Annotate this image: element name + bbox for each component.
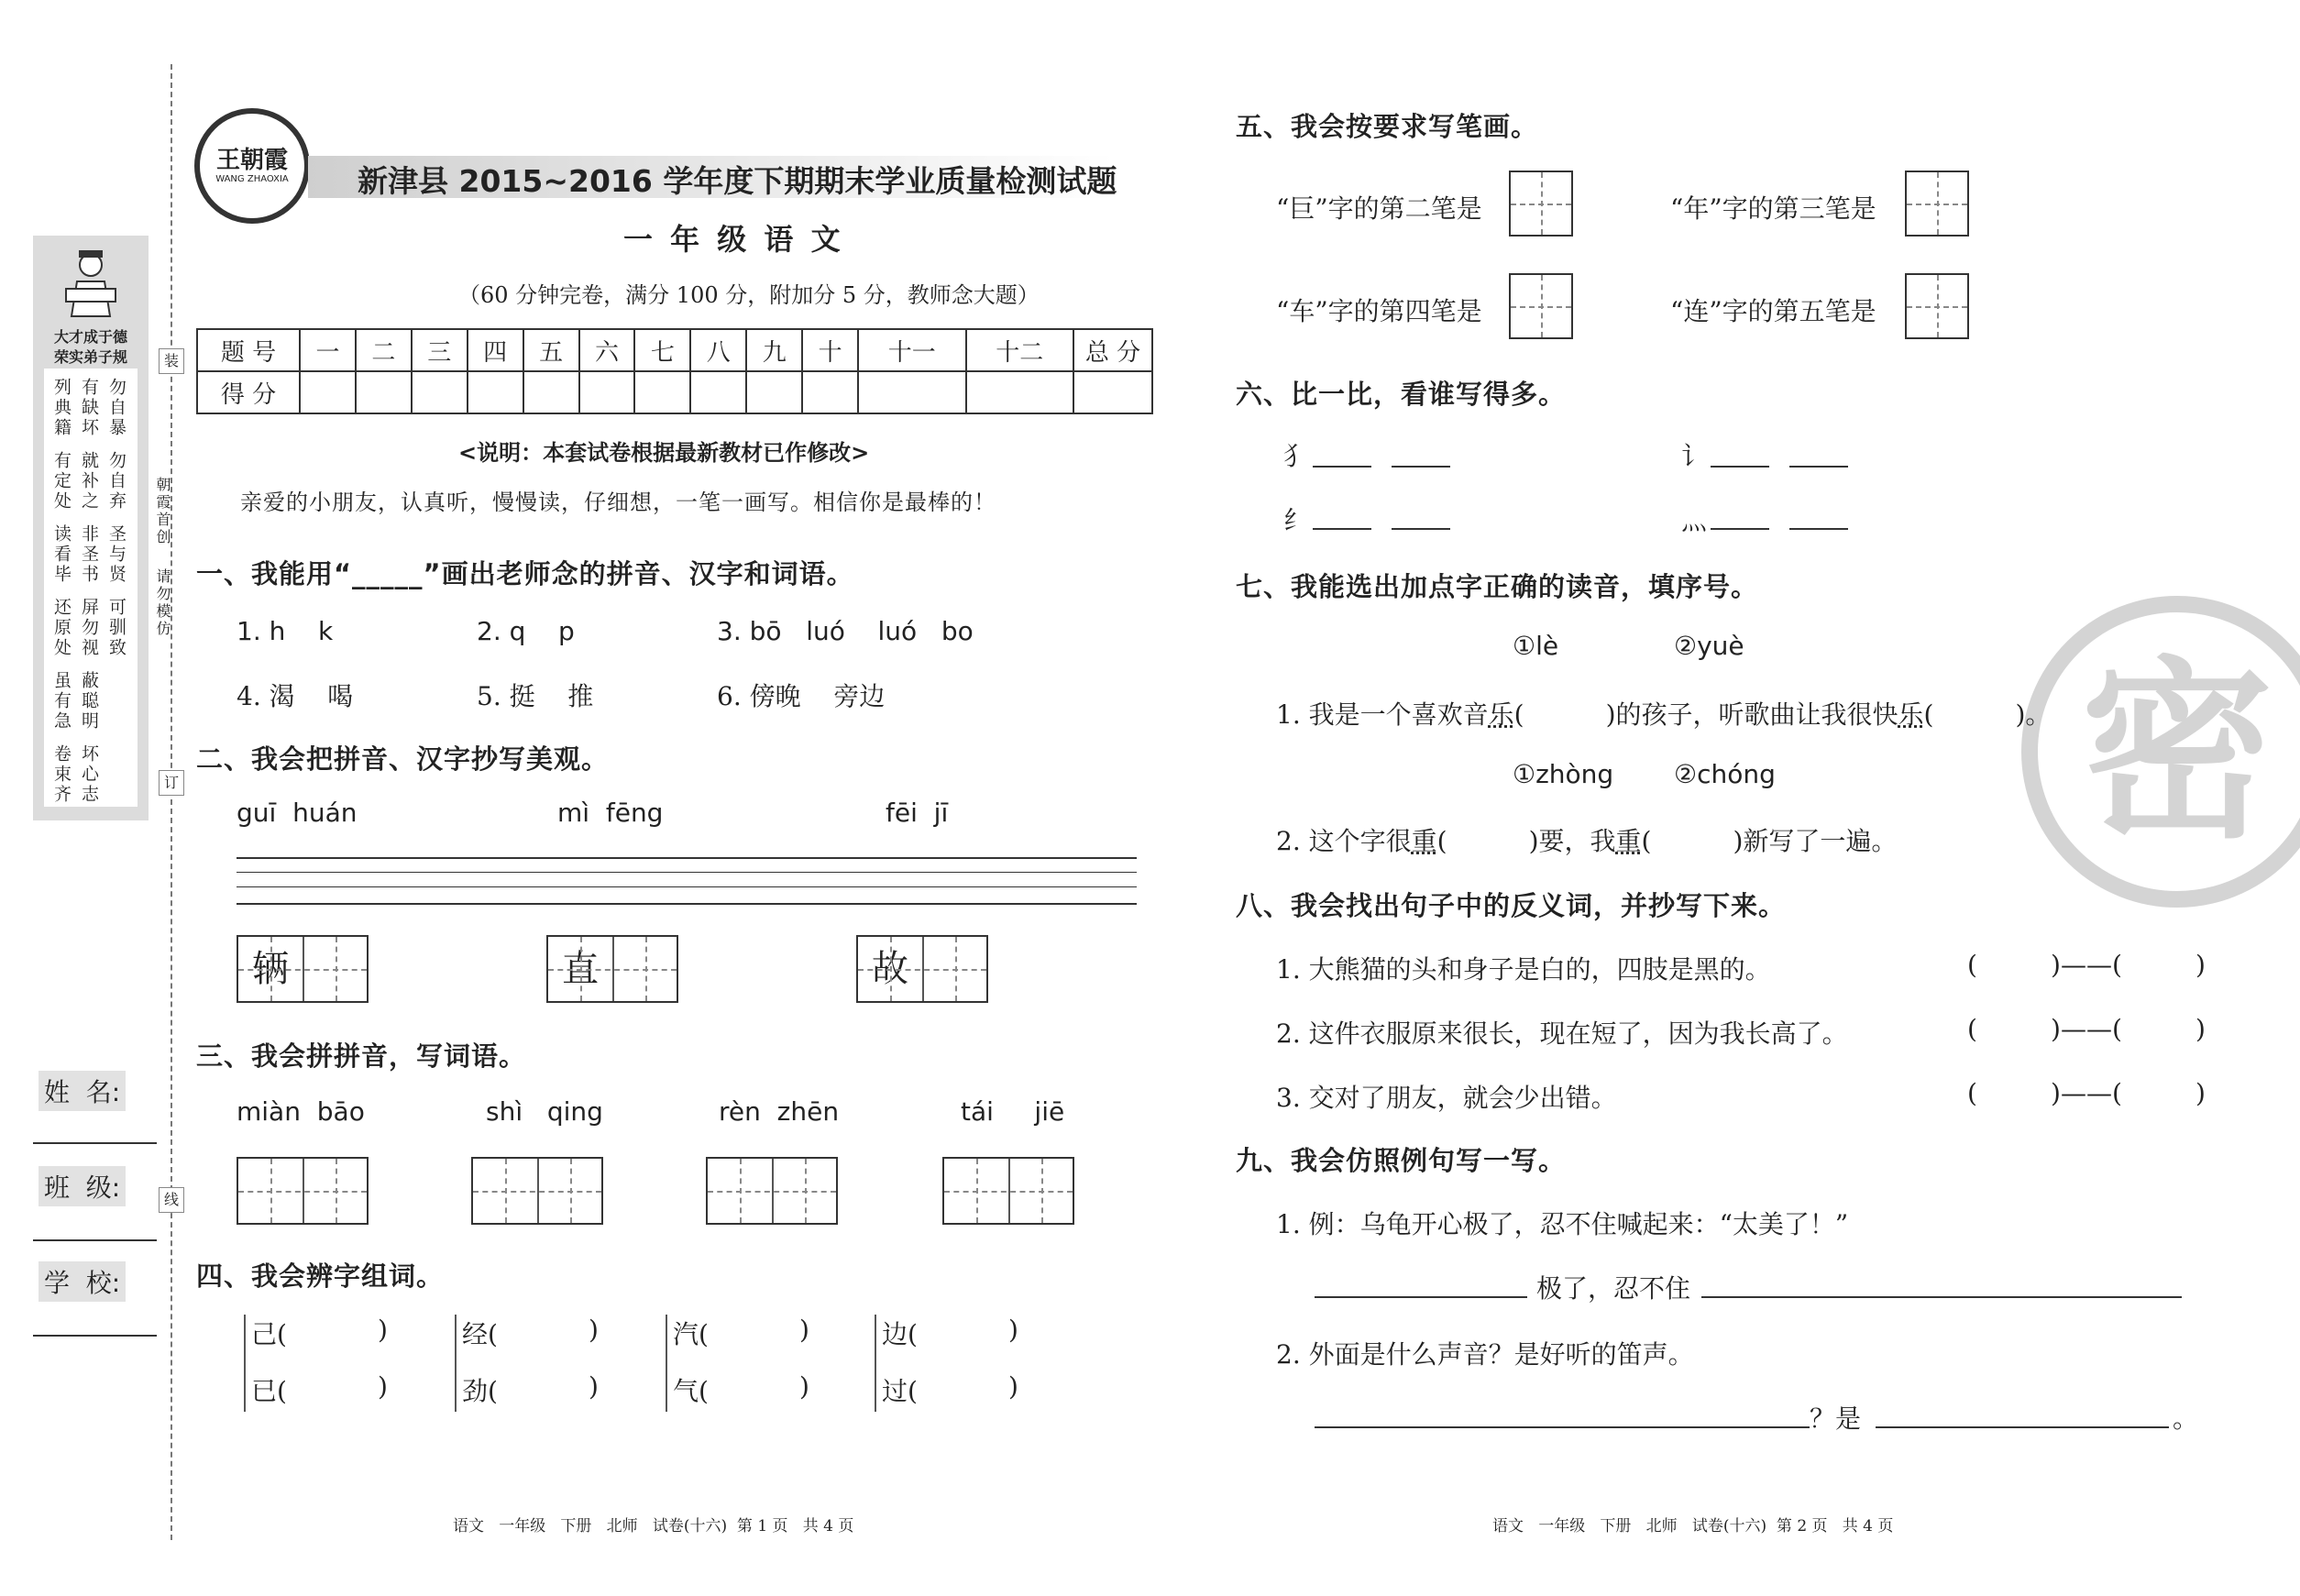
q6-radical-1: 犭 <box>1283 441 1310 471</box>
q3-title: 三、我会拼拼音，写词语。 <box>196 1040 527 1072</box>
rule-col: 卷束齐 <box>51 744 72 805</box>
score-cell[interactable] <box>468 371 523 413</box>
q6-radical-3: 纟 <box>1283 505 1310 535</box>
q6-blank[interactable] <box>1711 528 1769 530</box>
q3-pinyin-4: tái jiē <box>961 1096 1065 1127</box>
score-header-cell: 一 <box>300 329 356 371</box>
q7-option: ①zhòng <box>1513 759 1614 789</box>
q2-char-3: 故 <box>872 948 908 990</box>
side-motto-2: 荣实弟子规 <box>53 348 127 366</box>
q1-item-2: 2. q p <box>477 616 575 646</box>
rule-col: 勿自暴 <box>106 378 127 438</box>
q8-item-2: 2. 这件衣服原来很长，现在短了，因为我长高了。 <box>1276 1018 1848 1049</box>
q1-item-3: 3. bō luó luó bo <box>717 616 974 646</box>
bind-tag-zhuang: 装 <box>159 348 184 374</box>
q7-s1-part: ( )的孩子，听歌曲让我很快 <box>1513 699 1898 730</box>
rule-col: 还原处 <box>51 598 72 658</box>
q4-word-4b: 过( <box>882 1376 918 1406</box>
q2-title: 二、我会把拼音、汉字抄写美观。 <box>196 743 610 775</box>
binding-note-2: 请勿模仿 <box>154 568 171 638</box>
bind-tag-ding: 订 <box>159 770 184 796</box>
score-row-label: 得 分 <box>197 371 300 413</box>
q5-box-4[interactable] <box>1905 273 1969 339</box>
score-cell[interactable] <box>966 371 1074 413</box>
exam-subject: 一 年 级 语 文 <box>623 222 844 257</box>
q7-s1-part: ( )。 <box>1923 699 2052 730</box>
rule-col: 虽有急 <box>51 671 72 732</box>
q4-group-4 <box>875 1315 1040 1415</box>
binding-note-1: 朝霞首创 <box>154 477 171 546</box>
side-panel <box>33 236 149 820</box>
confidential-seal <box>2021 596 2300 908</box>
score-cell[interactable] <box>356 371 412 413</box>
q6-radical-4: 灬 <box>1681 505 1708 535</box>
q7-s1-part: 1. 我是一个喜欢音 <box>1276 699 1489 730</box>
q6-radical-2: 讠 <box>1681 441 1708 471</box>
q4-title: 四、我会辨字组词。 <box>196 1260 445 1292</box>
q8-title: 八、我会找出句子中的反义词，并抄写下来。 <box>1236 890 1787 921</box>
q4-close: ) <box>589 1315 599 1345</box>
q8-answer-pair[interactable]: ( )——( ) <box>1967 1014 2206 1044</box>
score-cell[interactable] <box>412 371 468 413</box>
rule-col: 可驯致 <box>106 598 127 658</box>
score-cell[interactable] <box>690 371 746 413</box>
q3-grid-2[interactable] <box>471 1157 603 1225</box>
score-table <box>196 328 1153 414</box>
score-cell[interactable] <box>802 371 858 413</box>
q4-close: ) <box>1008 1371 1018 1402</box>
side-rules-box <box>44 369 138 807</box>
q5-box-2[interactable] <box>1905 171 1969 237</box>
q8-answer-pair[interactable]: ( )——( ) <box>1967 1078 2206 1108</box>
rule-col: 读看毕 <box>51 524 72 585</box>
q7-s2-part: ( )要，我 <box>1436 826 1616 856</box>
q7-title: 七、我能选出加点字正确的读音，填序号。 <box>1236 571 1759 602</box>
name-label: 姓 名: <box>39 1071 126 1111</box>
q9-blank[interactable] <box>1701 1296 2182 1298</box>
q9-example-2: 2. 外面是什么声音？是好听的笛声。 <box>1276 1339 1694 1370</box>
binding-dashed-line <box>171 64 172 1540</box>
q4-close: ) <box>378 1315 388 1345</box>
q9-example-1: 1. 例：乌龟开心极了，忍不住喊起来：“太美了！” <box>1276 1209 1849 1239</box>
class-label: 班 级: <box>39 1166 126 1206</box>
explanation-note: <说明：本套试卷根据最新教材已作修改> <box>458 440 870 466</box>
q1-item-1: 1. h k <box>237 616 334 646</box>
q4-word-2b: 劲( <box>462 1376 498 1406</box>
q3-grid-1[interactable] <box>237 1157 369 1225</box>
q7-dotted-char: 重 <box>1615 826 1642 856</box>
score-cell[interactable] <box>634 371 690 413</box>
q7-option: ②chóng <box>1674 759 1776 789</box>
q1-item-5: 5. 挺 推 <box>477 681 594 711</box>
score-header-cell: 九 <box>746 329 802 371</box>
q6-blank[interactable] <box>1392 528 1450 530</box>
rule-col: 有定处 <box>51 451 72 512</box>
exam-title: 新津县 2015~2016 学年度下期期末学业质量检测试题 <box>358 163 1117 199</box>
q9-blank[interactable] <box>1876 1426 2169 1428</box>
rule-col: 圣与贤 <box>106 524 127 585</box>
q7-option: ①lè <box>1513 631 1559 661</box>
q2-pinyin-3: fēi jī <box>886 798 949 828</box>
q5-item-1: “巨”字的第二笔是 <box>1276 193 1482 224</box>
q4-word-3a: 汽( <box>673 1319 709 1349</box>
q2-pinyin-2: mì fēng <box>557 798 664 828</box>
score-header-cell: 七 <box>634 329 690 371</box>
rule-col: 有缺坏 <box>79 378 99 438</box>
q5-item-4: “连”字的第五笔是 <box>1670 296 1876 326</box>
score-header-cell: 六 <box>579 329 635 371</box>
q9-fill1-mid: 极了，忍不住 <box>1536 1273 1691 1304</box>
score-header-cell: 八 <box>690 329 746 371</box>
q7-s2-part: ( )新写了一遍。 <box>1641 826 1898 856</box>
rule-col: 就补之 <box>79 451 99 512</box>
score-cell[interactable] <box>1073 371 1152 413</box>
school-field[interactable] <box>33 1335 157 1337</box>
scholar-figure <box>59 245 123 318</box>
q3-grid-3[interactable] <box>706 1157 838 1225</box>
q7-s2-part: 2. 这个字很 <box>1276 826 1412 856</box>
footer-left: 语文 一年级 下册 北师 试卷(十六) 第 1 页 共 4 页 <box>453 1517 854 1535</box>
q5-title: 五、我会按要求写笔画。 <box>1236 111 1539 142</box>
q2-char-2: 直 <box>562 948 599 990</box>
footer-right: 语文 一年级 下册 北师 试卷(十六) 第 2 页 共 4 页 <box>1492 1517 1894 1535</box>
q7-dotted-char: 重 <box>1411 826 1437 856</box>
rule-col: 勿自弃 <box>106 451 127 512</box>
q4-word-1a: 己( <box>251 1319 287 1349</box>
q2-grid-2[interactable] <box>546 935 678 1003</box>
score-header-cell: 二 <box>356 329 412 371</box>
q4-close: ) <box>799 1315 809 1345</box>
rule-col: 坏心志 <box>79 744 99 805</box>
q9-blank[interactable] <box>1315 1426 1810 1428</box>
score-cell[interactable] <box>858 371 965 413</box>
school-label: 学 校: <box>39 1261 126 1302</box>
q6-title: 六、比一比，看谁写得多。 <box>1236 379 1567 410</box>
q1-title: 一、我能用“_____”画出老师念的拼音、汉字和词语。 <box>196 558 854 589</box>
q4-close: ) <box>799 1371 809 1402</box>
rule-col: 列典籍 <box>51 378 72 438</box>
q8-answer-pair[interactable]: ( )——( ) <box>1967 950 2206 980</box>
q6-blank[interactable] <box>1392 466 1450 468</box>
rule-col: 非圣书 <box>79 524 99 585</box>
q9-blank[interactable] <box>1315 1296 1527 1298</box>
q7-dotted-char: 乐 <box>1898 699 1924 730</box>
q4-word-3b: 气( <box>673 1376 709 1406</box>
greeting-text: 亲爱的小朋友，认真听，慢慢读，仔细想，一笔一画写。相信你是最棒的！ <box>240 490 996 515</box>
seal-char: 密 <box>2080 638 2273 864</box>
q2-grid-1[interactable] <box>237 935 369 1003</box>
score-cell[interactable] <box>523 371 579 413</box>
q7-sentence-2 <box>1276 821 1897 858</box>
q6-blank[interactable] <box>1789 466 1848 468</box>
score-table-score-row <box>197 371 1152 413</box>
logo-badge <box>194 108 310 224</box>
q1-item-6: 6. 傍晚 旁边 <box>717 681 886 711</box>
q6-blank[interactable] <box>1711 466 1769 468</box>
q9-title: 九、我会仿照例句写一写。 <box>1236 1145 1567 1176</box>
q5-item-2: “年”字的第三笔是 <box>1670 193 1876 224</box>
q2-pinyin-1: guī huán <box>237 798 358 828</box>
score-header-cell: 五 <box>523 329 579 371</box>
q8-item-3: 3. 交对了朋友，就会少出错。 <box>1276 1083 1617 1113</box>
q7-option: ②yuè <box>1674 631 1744 661</box>
score-header-cell: 十 <box>802 329 858 371</box>
q9-fill2-end: 。 <box>2173 1403 2199 1434</box>
logo-subtext: WANG ZHAOXIA <box>215 174 289 184</box>
q5-item-3: “车”字的第四笔是 <box>1276 296 1482 326</box>
q2-grid-3[interactable] <box>856 935 988 1003</box>
score-header-cell: 总 分 <box>1073 329 1152 371</box>
q4-group-3 <box>666 1315 831 1415</box>
q2-char-1: 辆 <box>252 948 289 990</box>
score-cell[interactable] <box>746 371 802 413</box>
q4-word-2a: 经( <box>462 1319 498 1349</box>
score-cell[interactable] <box>579 371 635 413</box>
bind-tag-xian: 线 <box>159 1187 184 1213</box>
name-field[interactable] <box>33 1142 157 1144</box>
q4-close: ) <box>589 1371 599 1402</box>
score-header-cell: 十二 <box>966 329 1074 371</box>
side-motto-1: 大才成于德 <box>53 328 127 346</box>
q7-dotted-char: 乐 <box>1488 699 1514 730</box>
q3-pinyin-2: shì qing <box>486 1096 603 1127</box>
q1-item-4: 4. 渴 喝 <box>237 681 354 711</box>
q2-writing-lines[interactable] <box>237 857 1137 905</box>
score-header-cell: 四 <box>468 329 523 371</box>
rule-col: 屏勿视 <box>79 598 99 658</box>
q6-blank[interactable] <box>1789 528 1848 530</box>
q4-close: ) <box>1008 1315 1018 1345</box>
q5-box-1[interactable] <box>1509 171 1573 237</box>
q5-box-3[interactable] <box>1509 273 1573 339</box>
score-header-cell: 三 <box>412 329 468 371</box>
score-cell[interactable] <box>300 371 356 413</box>
class-field[interactable] <box>33 1239 157 1241</box>
score-table-header-row <box>197 329 1152 371</box>
q4-group-1 <box>244 1315 409 1415</box>
q6-blank[interactable] <box>1313 528 1371 530</box>
q9-fill2-mid: ？是 <box>1810 1403 1862 1434</box>
q4-word-4a: 边( <box>882 1319 918 1349</box>
logo-text: 王朝霞 <box>215 147 288 174</box>
q4-group-2 <box>455 1315 620 1415</box>
q6-blank[interactable] <box>1313 466 1371 468</box>
score-header-cell: 十一 <box>858 329 965 371</box>
q3-pinyin-1: miàn bāo <box>237 1096 365 1127</box>
exam-note: （60 分钟完卷，满分 100 分，附加分 5 分，教师念大题） <box>458 282 1040 308</box>
q4-close: ) <box>378 1371 388 1402</box>
rule-col: 蔽聪明 <box>79 671 99 732</box>
q3-pinyin-3: rèn zhēn <box>719 1096 840 1127</box>
q8-item-1: 1. 大熊猫的头和身子是白的，四肢是黑的。 <box>1276 954 1771 985</box>
q3-grid-4[interactable] <box>942 1157 1074 1225</box>
q4-word-1b: 已( <box>251 1376 287 1406</box>
q7-sentence-1 <box>1276 695 2051 732</box>
score-header-cell: 题 号 <box>197 329 300 371</box>
